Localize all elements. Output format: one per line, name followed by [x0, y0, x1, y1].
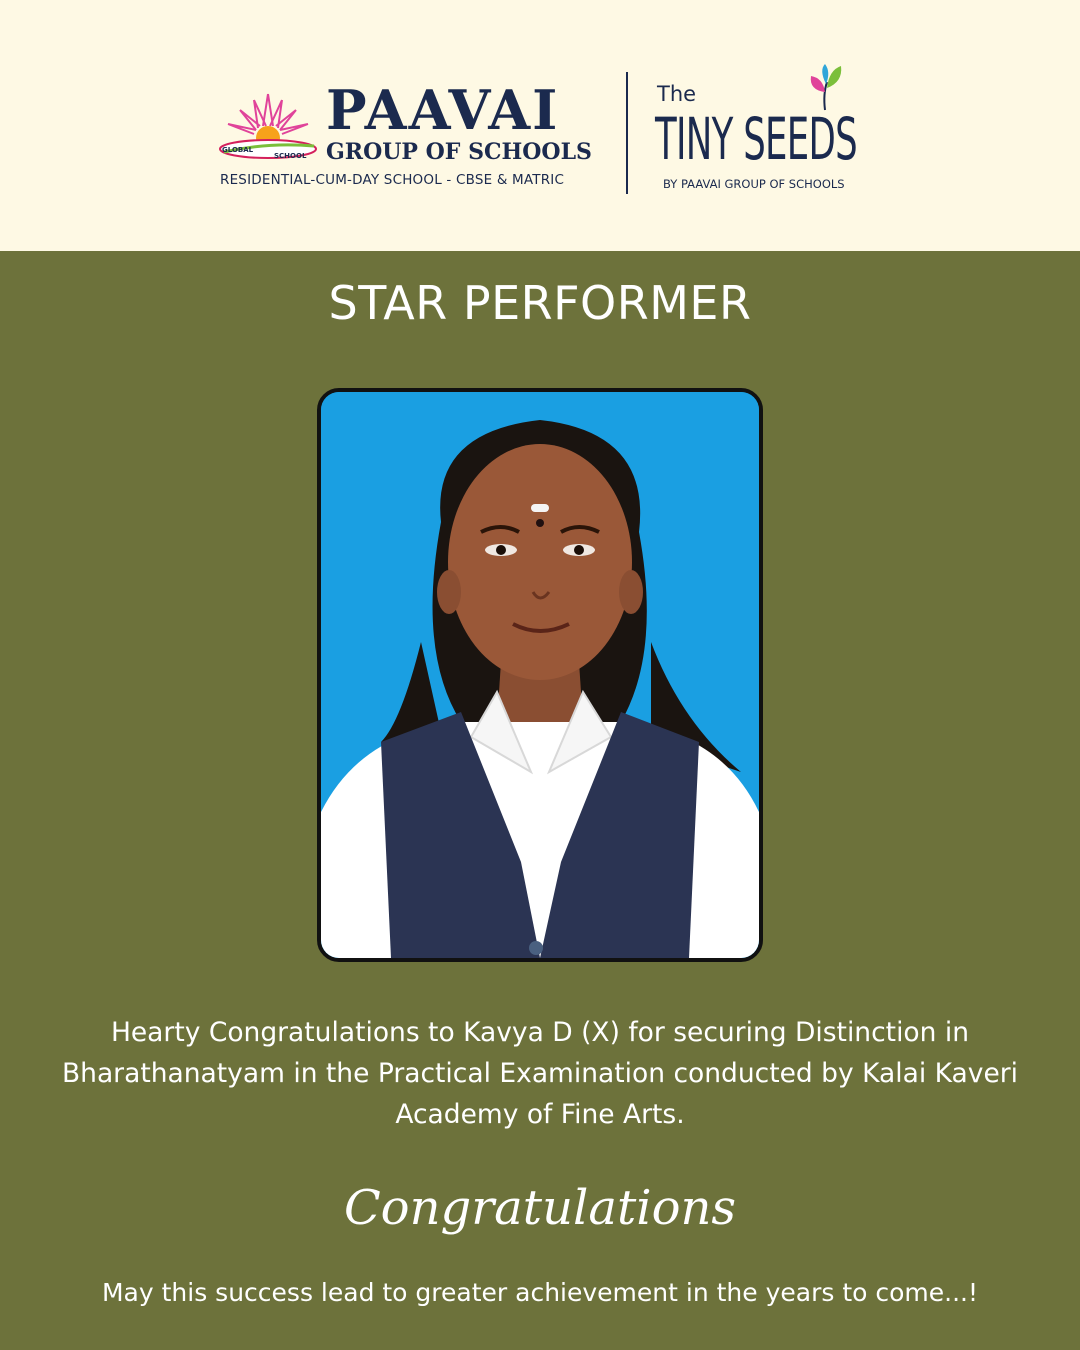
tiny-seeds-the: The — [657, 82, 697, 106]
page-title: STAR PERFORMER — [328, 276, 752, 330]
header-banner — [0, 0, 1080, 251]
paavai-tagline: RESIDENTIAL-CUM-DAY SCHOOL - CBSE & MATRIC — [220, 172, 565, 188]
emblem-global-label: GLOBAL — [222, 146, 254, 154]
closing-line: May this success lead to greater achievement in the years to come...! — [101, 1278, 979, 1307]
tiny-seeds-name: TINY SEEDS — [655, 105, 858, 173]
emblem-school-label: SCHOOL — [274, 152, 307, 160]
student-portrait-image — [321, 392, 759, 958]
script-heading: Congratulations — [343, 1180, 737, 1236]
congratulations-message: Hearty Congratulations to Kavya D (X) for securing Distinction in Bharathanatyam in the Practical Examination conducted by Kalai Kaveri Academy of Fine Arts. — [61, 1017, 1019, 1130]
tiny-seeds-subtitle: BY PAAVAI GROUP OF SCHOOLS — [663, 177, 845, 191]
paavai-subtitle: GROUP OF SCHOOLS — [326, 139, 592, 165]
student-photo — [317, 388, 763, 962]
sunflower-emblem-icon — [216, 86, 320, 166]
logo-divider — [626, 72, 628, 194]
paavai-logo — [216, 80, 596, 195]
paavai-name: PAAVAI — [326, 78, 560, 142]
tiny-seeds-logo — [655, 62, 870, 197]
